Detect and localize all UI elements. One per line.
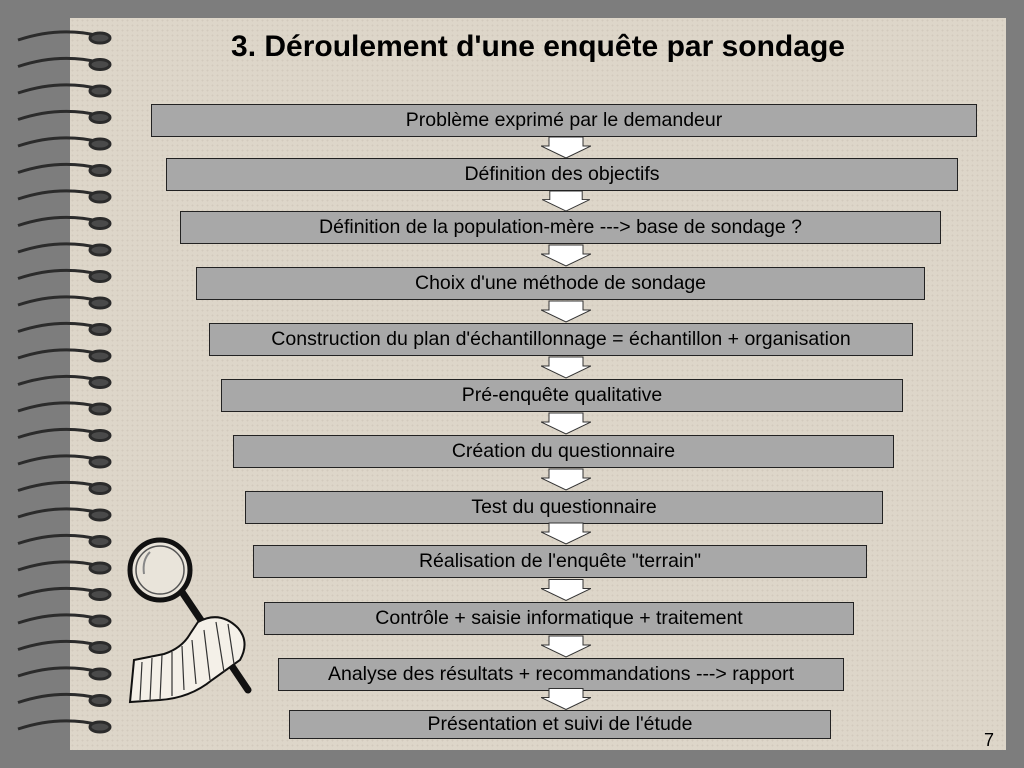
spiral-hole	[90, 510, 110, 520]
flow-step-4: Choix d'une méthode de sondage	[196, 267, 925, 300]
spiral-hole	[90, 669, 110, 679]
spiral-hole	[90, 484, 110, 494]
spiral-ring	[18, 191, 100, 199]
spiral-ring	[18, 721, 100, 729]
spiral-hole	[90, 86, 110, 96]
spiral-hole	[90, 113, 110, 123]
spiral-ring	[18, 376, 100, 384]
spiral-ring	[18, 456, 100, 464]
spiral-hole	[90, 272, 110, 282]
page-number: 7	[983, 730, 994, 750]
spiral-hole	[90, 139, 110, 149]
spiral-hole	[90, 219, 110, 229]
spiral-ring	[18, 429, 100, 437]
down-arrow-icon	[541, 244, 591, 267]
spiral-hole	[90, 457, 110, 467]
down-arrow-icon	[541, 635, 591, 658]
down-arrow-icon	[541, 688, 591, 710]
spiral-ring	[18, 270, 100, 278]
spiral-ring	[18, 694, 100, 702]
spiral-hole	[90, 590, 110, 600]
spiral-ring	[18, 138, 100, 146]
flow-step-11: Analyse des résultats + recommandations ---> rapport	[278, 658, 844, 691]
spiral-hole	[90, 166, 110, 176]
flow-step-6: Pré-enquête qualitative	[221, 379, 903, 412]
spiral-ring	[18, 615, 100, 623]
spiral-ring	[18, 535, 100, 543]
spiral-hole	[90, 404, 110, 414]
spiral-hole	[90, 537, 110, 547]
spiral-ring	[18, 323, 100, 331]
down-arrow-icon	[541, 356, 591, 379]
spiral-ring	[18, 111, 100, 119]
spiral-hole	[90, 378, 110, 388]
down-arrow-icon	[541, 522, 591, 545]
flow-step-8: Test du questionnaire	[245, 491, 883, 524]
flow-step-12: Présentation et suivi de l'étude	[289, 710, 831, 739]
spiral-hole	[90, 298, 110, 308]
spiral-ring	[18, 297, 100, 305]
down-arrow-icon	[541, 300, 591, 323]
spiral-hole	[90, 431, 110, 441]
spiral-ring	[18, 350, 100, 358]
spiral-hole	[90, 325, 110, 335]
flow-step-3: Définition de la population-mère ---> base de sondage ?	[180, 211, 941, 244]
spiral-hole	[90, 192, 110, 202]
down-arrow-icon	[541, 468, 591, 491]
spiral-hole	[90, 643, 110, 653]
spiral-ring	[18, 482, 100, 490]
spiral-ring	[18, 509, 100, 517]
spiral-ring	[18, 244, 100, 252]
spiral-hole	[90, 351, 110, 361]
down-arrow-icon	[541, 412, 591, 435]
spiral-ring	[18, 403, 100, 411]
flow-step-7: Création du questionnaire	[233, 435, 894, 468]
spiral-binding-icon	[0, 20, 120, 750]
spiral-hole	[90, 245, 110, 255]
spiral-ring	[18, 85, 100, 93]
down-arrow-icon	[541, 137, 591, 158]
spiral-ring	[18, 164, 100, 172]
spiral-hole	[90, 696, 110, 706]
down-arrow-icon	[541, 191, 591, 211]
spiral-hole	[90, 722, 110, 732]
spiral-ring	[18, 641, 100, 649]
flow-step-2: Définition des objectifs	[166, 158, 958, 191]
flow-step-10: Contrôle + saisie informatique + traitement	[264, 602, 854, 635]
flow-step-5: Construction du plan d'échantillonnage = échantillon + organisation	[209, 323, 913, 356]
spiral-ring	[18, 668, 100, 676]
spiral-ring	[18, 588, 100, 596]
flow-step-1: Problème exprimé par le demandeur	[151, 104, 977, 137]
magnifying-glass-hand-icon	[120, 530, 270, 730]
spiral-hole	[90, 616, 110, 626]
down-arrow-icon	[541, 578, 591, 602]
page-title: 3. Déroulement d'une enquête par sondage	[231, 30, 845, 63]
spiral-ring	[18, 217, 100, 225]
spiral-ring	[18, 562, 100, 570]
flow-step-9: Réalisation de l'enquête "terrain"	[253, 545, 867, 578]
spiral-hole	[90, 563, 110, 573]
